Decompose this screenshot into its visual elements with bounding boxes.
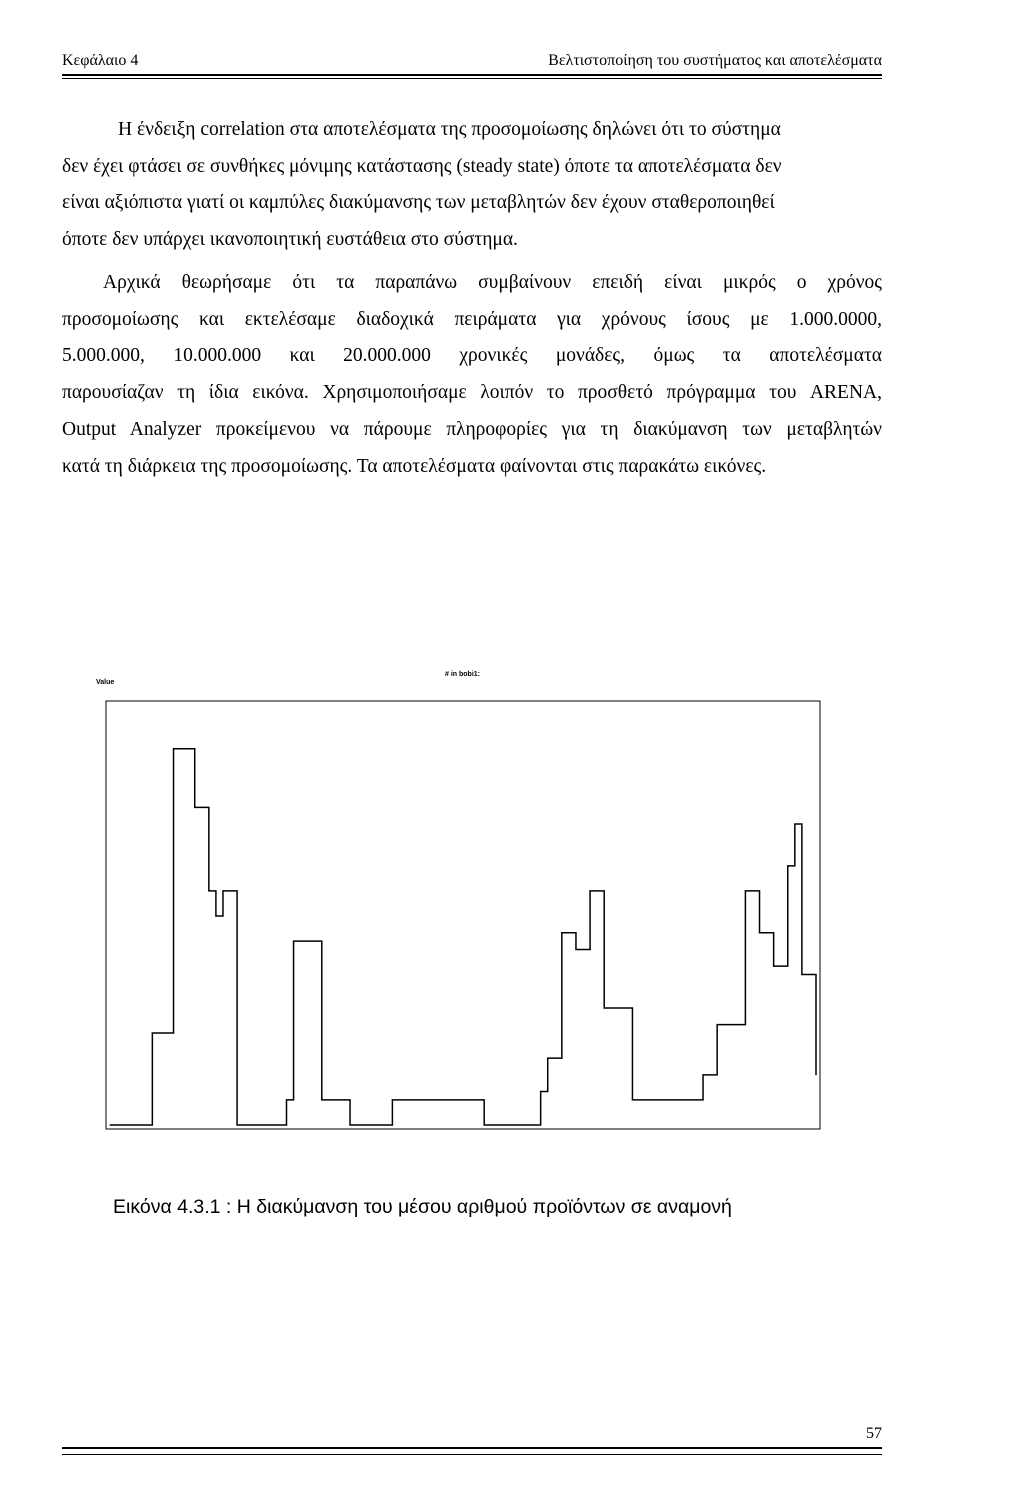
paragraph-correlation: [62, 112, 882, 259]
paragraph-line: Η ένδειξη correlation στα αποτελέσματα της προσομοίωσης δηλώνει ότι το σύστημα: [118, 119, 781, 140]
data-point: [561, 932, 562, 933]
chart-frame: [106, 701, 820, 1129]
paragraph-line: είναι αξιόπιστα γιατί οι καμπύλες διακύμανσης των μεταβλητών δεν έχουν σταθεροποιηθεί: [62, 192, 775, 214]
output-analyzer-chart: [90, 665, 830, 1145]
data-point: [632, 1099, 633, 1100]
page-number: 57: [866, 1425, 882, 1442]
data-point: [703, 1074, 704, 1075]
paragraph-line: Αρχικά θεωρήσαμε ότι τα παραπάνω συμβαίνουν επειδή είναι μικρός ο χρόνος: [103, 272, 882, 293]
data-point: [604, 1007, 605, 1008]
chart-title: # in bobi1:: [445, 671, 480, 678]
footer-divider: [62, 1447, 882, 1455]
data-point: [237, 1125, 238, 1126]
paragraph-line: παρουσίαζαν τη ίδια εικόνα. Χρησιμοποιήσαμε λοιπόν το προσθετό πρόγραμμα του ARENA,: [62, 382, 882, 404]
data-point: [152, 1033, 153, 1034]
paragraph-line: 5.000.000, 10.000.000 και 20.000.000 χρονικές μονάδες, όμως τα αποτελέσματα: [62, 345, 882, 367]
data-point: [794, 824, 795, 825]
data-point: [505, 1125, 506, 1126]
data-point: [173, 748, 174, 749]
data-point: [286, 1099, 287, 1100]
data-point: [787, 865, 788, 866]
chart-marks: [110, 748, 817, 1125]
data-point: [590, 890, 591, 891]
data-point: [222, 890, 223, 891]
data-point: [759, 932, 760, 933]
figure-caption: Εικόνα 4.3.1 : Η διακύμανση του μέσου αριθμού προϊόντων σε αναμονή: [113, 1196, 732, 1218]
data-point: [110, 1125, 111, 1126]
paragraph-line: κατά τη διάρκεια της προσομοίωσης. Τα αποτελέσματα φαίνονται στις παρακάτω εικόνες.: [62, 455, 767, 477]
paragraph-line: δεν έχει φτάσει σε συνθήκες μόνιμης κατάστασης (steady state) όποτε τα αποτελέσματα δεν: [62, 155, 782, 177]
data-point: [265, 1125, 266, 1126]
paragraph-line: προσομοίωσης και εκτελέσαμε διαδοχικά πειράματα για χρόνους ίσους με 1.000.0000,: [62, 308, 882, 330]
data-point: [208, 890, 209, 891]
data-point: [138, 1125, 139, 1126]
data-point: [816, 1074, 817, 1075]
data-point: [378, 1125, 379, 1126]
data-point: [321, 1099, 322, 1100]
data-point: [674, 1099, 675, 1100]
series-trace: [110, 749, 816, 1125]
data-point: [463, 1099, 464, 1100]
chart-svg: [90, 665, 830, 1145]
data-point: [159, 1033, 160, 1034]
data-point: [540, 1091, 541, 1092]
data-point: [801, 974, 802, 975]
section-title: Βελτιστοποίηση του συστήματος και αποτελέσματα: [548, 52, 882, 69]
data-point: [293, 941, 294, 942]
chart-y-axis-label: Value: [96, 679, 115, 686]
data-point: [124, 1125, 125, 1126]
data-point: [194, 807, 195, 808]
data-point: [575, 949, 576, 950]
data-point: [484, 1125, 485, 1126]
chapter-label: Κεφάλαιο 4: [62, 52, 139, 69]
data-point: [533, 1125, 534, 1126]
paragraph-line: όποτε δεν υπάρχει ικανοποιητική ευστάθεια στο σύστημα.: [62, 229, 518, 251]
paragraph-line: Output Analyzer προκείμενου να πάρουμε πληροφορίες για τη διακύμανση των μεταβλητών: [62, 418, 882, 440]
data-point: [717, 1024, 718, 1025]
data-point: [745, 890, 746, 891]
running-header: [62, 52, 882, 76]
data-point: [215, 916, 216, 917]
data-point: [547, 1058, 548, 1059]
data-point: [434, 1099, 435, 1100]
data-point: [392, 1099, 393, 1100]
data-point: [350, 1125, 351, 1126]
header-divider: [62, 74, 882, 79]
data-point: [773, 966, 774, 967]
paragraph-experiments: [62, 265, 882, 485]
